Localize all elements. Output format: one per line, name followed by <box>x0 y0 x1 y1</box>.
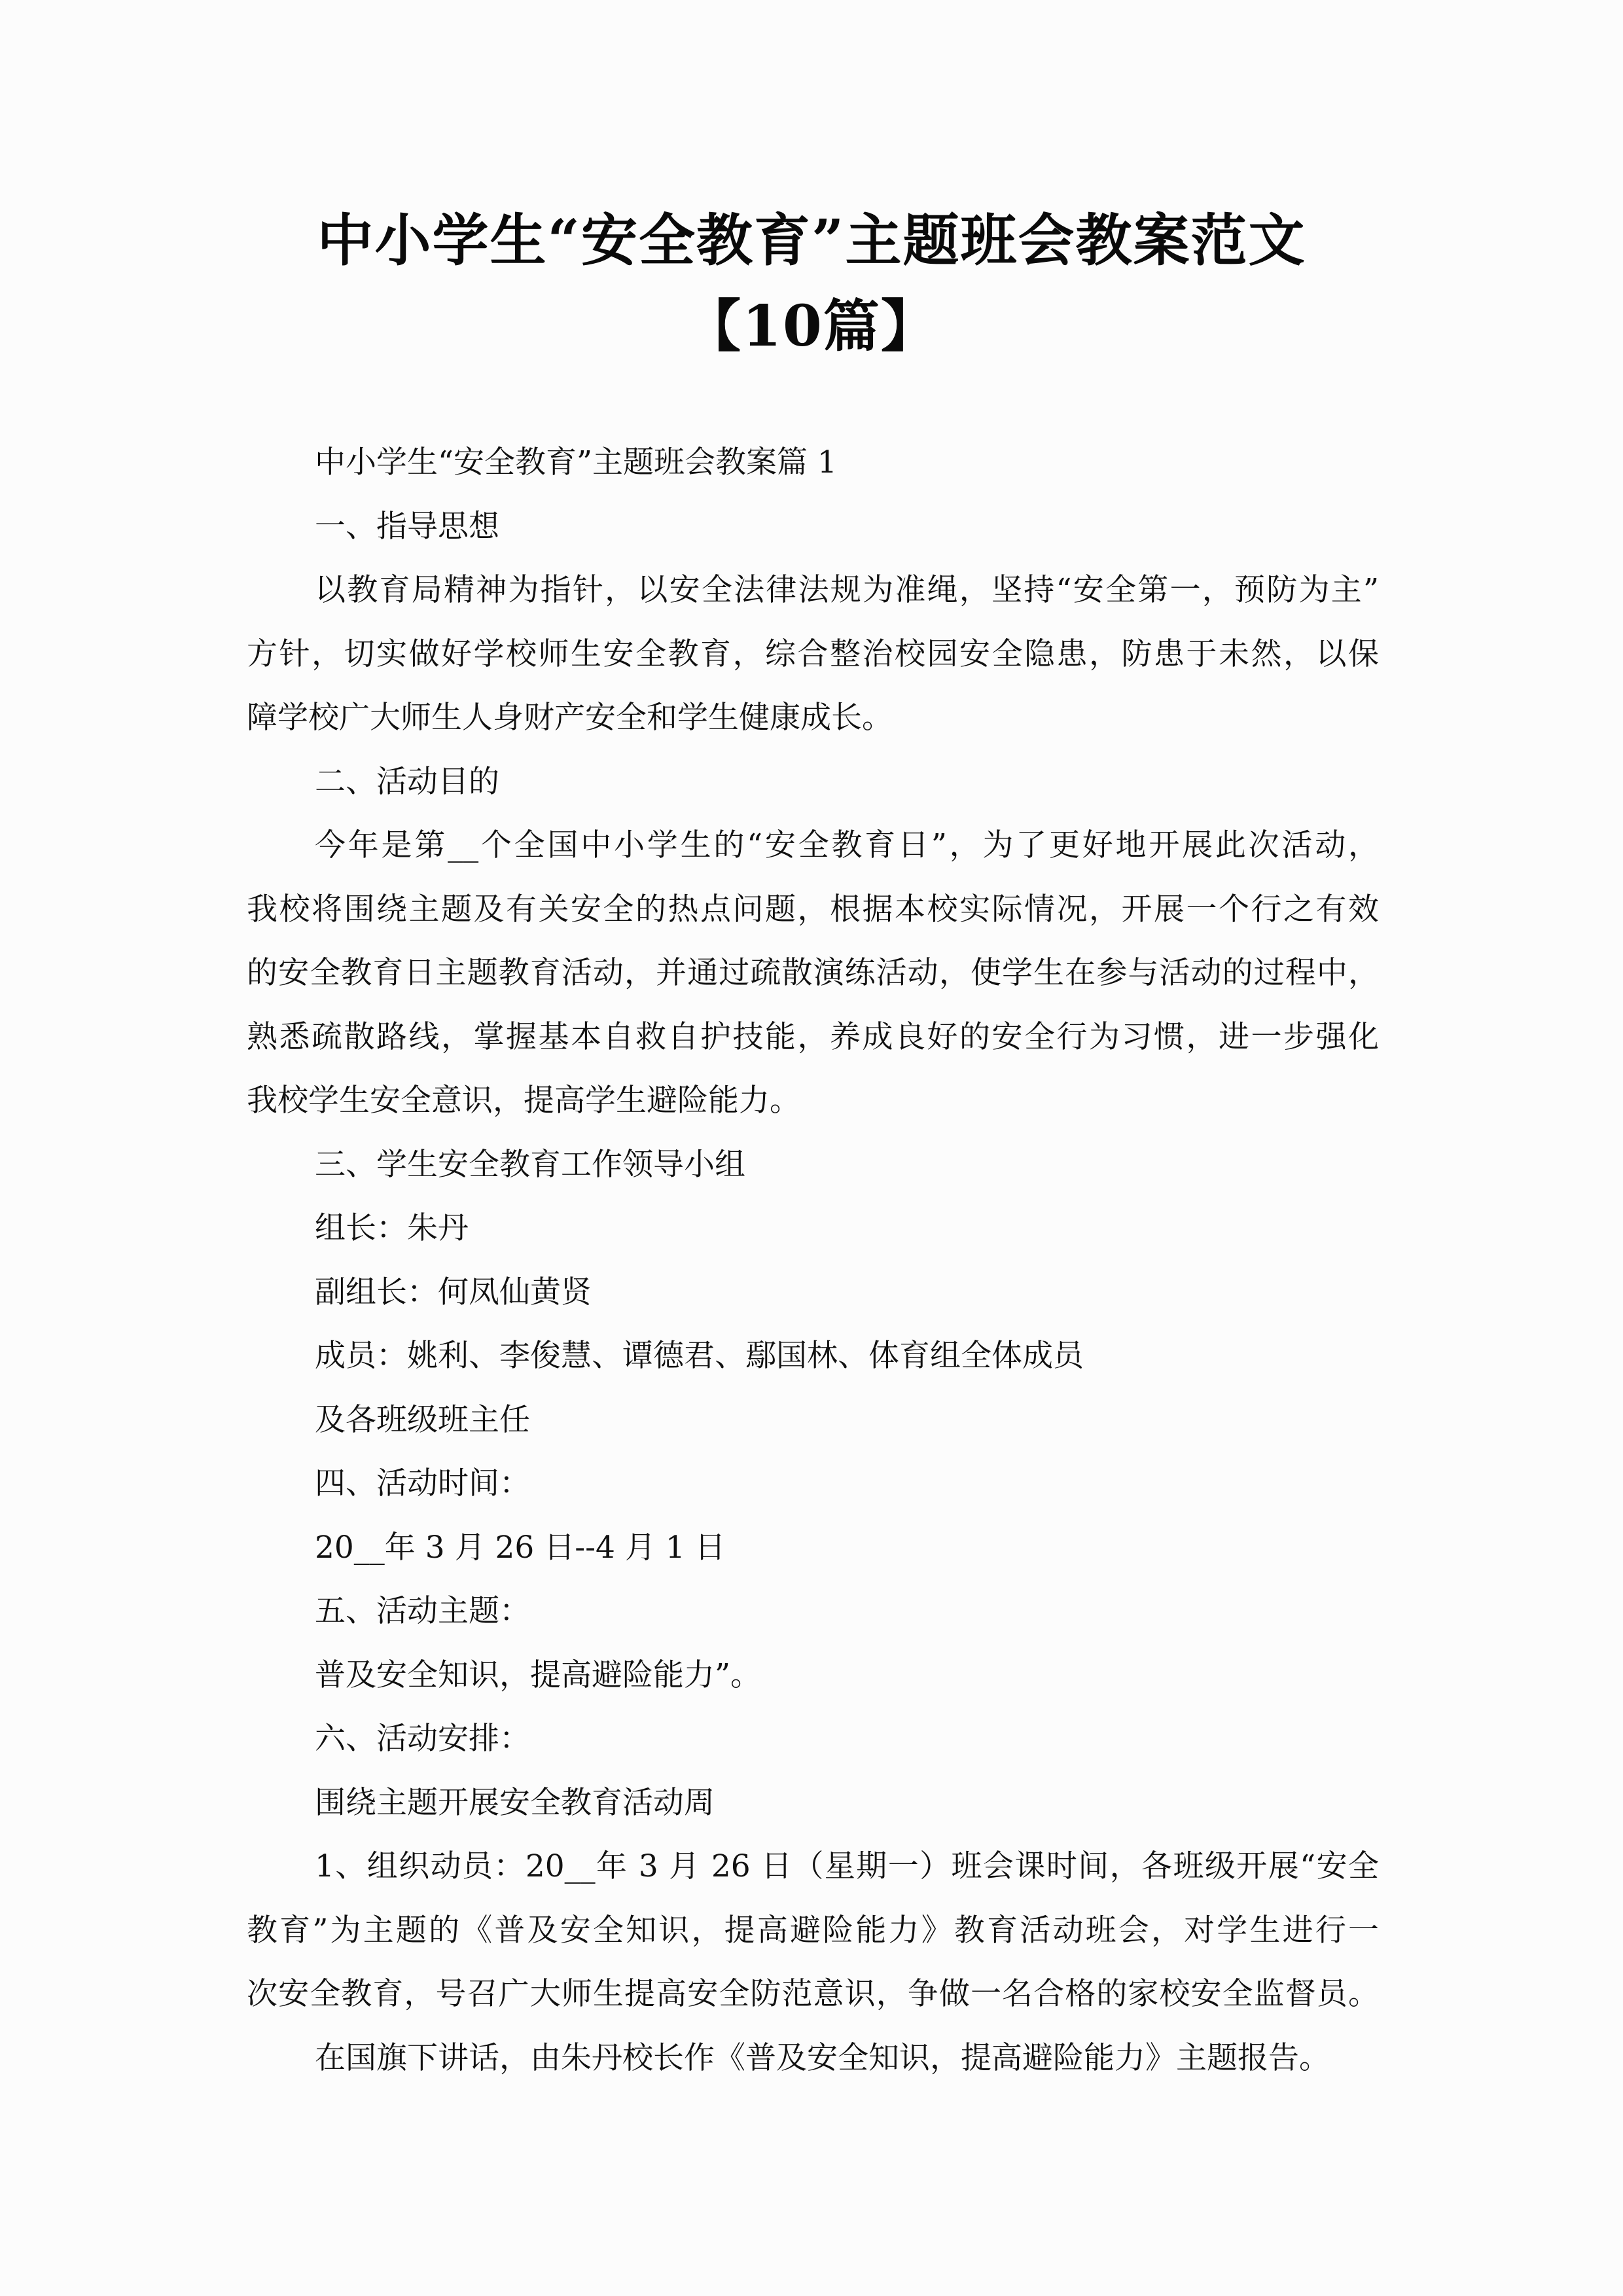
section-heading-guiding <box>247 495 1379 559</box>
paragraph-line: 以教育局精神为指针，以安全法律法规为准绳，坚持“安全第一，预防为主” <box>315 572 1379 608</box>
members-line <box>247 1324 1379 1388</box>
title-line-count: 【10篇】 <box>685 293 938 359</box>
paragraph-line: 教育”为主题的《普及安全知识，提高避险能力》教育活动班会，对学生进行一 <box>247 1912 1379 1948</box>
deputy-leader-text: 副组长：何凤仙黄贤 <box>315 1274 592 1310</box>
members-continued-line <box>247 1388 1379 1452</box>
paragraph-line: 次安全教育，号召广大师生提高安全防范意识，争做一名合格的家校安全监督员。 <box>247 1976 1379 2012</box>
activity-theme <box>247 1643 1379 1708</box>
heading-text: 六、活动安排： <box>315 1721 530 1757</box>
paragraph-line: 1、组织动员：20__年 3 月 26 日（星期一）班会课时间，各班级开展“安全 <box>315 1848 1379 1884</box>
leader-text: 组长：朱丹 <box>315 1210 469 1246</box>
members-continued-text: 及各班级班主任 <box>315 1401 530 1438</box>
paragraph-line: 的安全教育日主题教育活动，并通过疏散演练活动，使学生在参与活动的过程中， <box>247 955 1379 991</box>
arrangement-item-1 <box>247 1835 1379 2026</box>
section-heading-purpose <box>247 750 1379 814</box>
paragraph-line: 我校学生安全意识，提高学生避险能力。 <box>247 1083 800 1119</box>
paragraph-line: 我校将围绕主题及有关安全的热点问题，根据本校实际情况，开展一个行之有效 <box>247 891 1379 927</box>
paragraph-line: 熟悉疏散路线，掌握基本自救自护技能，养成良好的安全行为习惯，进一步强化 <box>247 1018 1379 1055</box>
title-line-main: 中小学生“安全教育”主题班会教案范文 <box>317 207 1306 274</box>
deputy-leader-line <box>247 1261 1379 1325</box>
members-text: 成员：姚利、李俊慧、谭德君、鄢国林、体育组全体成员 <box>315 1338 1084 1374</box>
document-title <box>0 198 1623 369</box>
paragraph-line: 障学校广大师生人身财产安全和学生健康成长。 <box>247 700 893 736</box>
heading-text: 五、活动主题： <box>315 1593 530 1629</box>
lesson-plan-title-text: 中小学生“安全教育”主题班会教案篇 1 <box>315 444 837 480</box>
paragraph-line: 今年是第__个全国中小学生的“安全教育日”，为了更好地开展此次活动， <box>315 827 1379 863</box>
activity-theme-text: 普及安全知识，提高避险能力”。 <box>315 1657 762 1693</box>
section-heading-arrangement <box>247 1707 1379 1771</box>
paragraph-guiding <box>247 558 1379 750</box>
heading-text: 四、活动时间： <box>315 1465 530 1501</box>
activity-time <box>247 1516 1379 1580</box>
arrangement-intro <box>247 1771 1379 1835</box>
heading-text: 三、学生安全教育工作领导小组 <box>315 1146 745 1183</box>
paragraph-line: 方针，切实做好学校师生安全教育，综合整治校园安全隐患，防患于未然，以保 <box>247 636 1379 672</box>
arrangement-item-1-note <box>247 2026 1379 2090</box>
section-heading-leadership <box>247 1133 1379 1197</box>
activity-time-text: 20__年 3 月 26 日--4 月 1 日 <box>315 1529 726 1566</box>
arrangement-intro-text: 围绕主题开展安全教育活动周 <box>315 1784 715 1821</box>
lesson-plan-title <box>247 431 1379 495</box>
heading-text: 二、活动目的 <box>315 763 499 800</box>
paragraph-purpose <box>247 814 1379 1133</box>
leader-line <box>247 1196 1379 1261</box>
section-heading-time <box>247 1452 1379 1516</box>
heading-text: 一、指导思想 <box>315 508 499 545</box>
document-body <box>247 431 1379 2090</box>
section-heading-theme <box>247 1579 1379 1643</box>
arrangement-note-text: 在国旗下讲话，由朱丹校长作《普及安全知识，提高避险能力》主题报告。 <box>315 2039 1330 2076</box>
